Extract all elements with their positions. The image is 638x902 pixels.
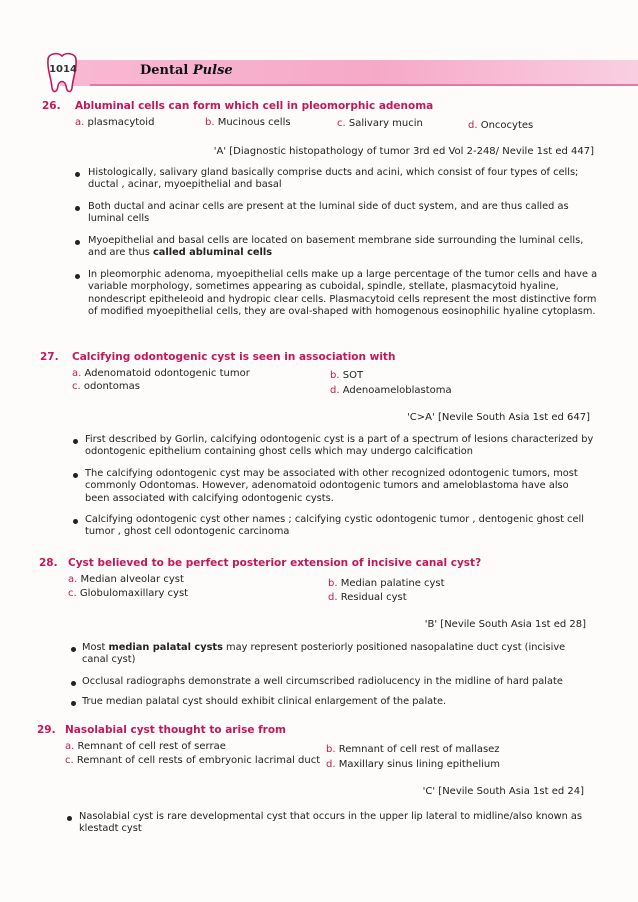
option-letter: c.	[72, 381, 81, 392]
option-text: odontomas	[83, 381, 140, 392]
explanation-bullet	[88, 269, 598, 319]
explanation-bullet	[88, 201, 598, 226]
option-a	[68, 574, 184, 585]
option-text: Remnant of cell rests of embryonic lacrimal duct	[76, 755, 321, 766]
option-a	[65, 741, 226, 752]
option-letter: b.	[326, 744, 336, 755]
explanation-bullet	[79, 811, 589, 836]
option-letter: d.	[328, 592, 338, 603]
option-b	[328, 578, 445, 589]
option-text: Residual cyst	[340, 592, 407, 603]
bullet-icon	[75, 172, 80, 177]
bullet-text: Most	[82, 642, 109, 653]
option-letter: d.	[330, 385, 340, 396]
bullet-text: Occlusal radiographs demonstrate a well circumscribed radiolucency in the midline of hard palate	[82, 676, 563, 687]
answer-reference: 'C>A' [Nevile South Asia 1st ed 647]	[407, 412, 590, 423]
option-d	[468, 120, 533, 131]
option-c	[72, 381, 140, 392]
option-d	[330, 385, 452, 396]
bullet-text: First described by Gorlin, calcifying odontogenic cyst is a part of a spectrum of lesions characterized by odontogenic epithelium containing ghost cells which may undergo calcification	[85, 434, 594, 458]
explanation-bullet	[85, 514, 595, 539]
option-text: Adenomatoid odontogenic tumor	[84, 368, 250, 379]
option-text: Remnant of cell rest of serrae	[77, 741, 226, 752]
option-letter: c.	[337, 118, 346, 129]
explanation-bullet	[88, 167, 598, 192]
option-a	[75, 117, 154, 128]
brand-script: Pulse	[192, 63, 233, 78]
option-text: Maxillary sinus lining epithelium	[338, 759, 500, 770]
bullet-icon	[71, 647, 76, 652]
brand-word: Dental	[140, 63, 189, 78]
question-text: Calcifying odontogenic cyst is seen in association with	[72, 351, 396, 363]
emphasis-text: median palatal cysts	[108, 642, 223, 653]
bullet-text: may represent posteriorly positioned nasopalatine duct cyst (incisive canal cyst)	[82, 642, 566, 666]
question-text: Cyst believed to be perfect posterior extension of incisive canal cyst?	[68, 557, 482, 569]
bullet-text: Nasolabial cyst is rare developmental cyst that occurs in the upper lip lateral to midline/also known as klestadt cyst	[79, 811, 583, 835]
option-letter: d.	[326, 759, 336, 770]
option-text: Remnant of cell rest of mallasez	[338, 744, 500, 755]
option-letter: d.	[468, 120, 478, 131]
bullet-icon	[67, 816, 72, 821]
bullet-icon	[73, 439, 78, 444]
explanation-bullet	[82, 642, 592, 667]
option-b	[330, 370, 363, 381]
explanation-bullet	[88, 235, 598, 260]
option-text: Mucinous cells	[217, 117, 291, 128]
option-text: plasmacytoid	[87, 117, 155, 128]
question-number: 27.	[40, 351, 59, 363]
bullet-text: In pleomorphic adenoma, myoepithelial cells make up a large percentage of the tumor cells and have a variable morphology, sometimes appearing as cuboidal, spindle, stellate, plasmacytoid hyaline, nondescript epitheleoid and hydropic clear cells. Plasmacytoid cells represent the most distinctive form of modified myoepithelial cells, they are oval-shaped with homogenous eosinophilic hyaline cytoplasm.	[88, 269, 598, 318]
explanation-bullet	[82, 676, 592, 688]
option-text: SOT	[342, 370, 364, 381]
question-text: Nasolabial cyst thought to arise from	[65, 724, 286, 736]
option-letter: b.	[328, 578, 338, 589]
option-c	[337, 118, 423, 129]
option-letter: a.	[72, 368, 82, 379]
option-letter: a.	[65, 741, 75, 752]
bullet-icon	[75, 240, 80, 245]
bullet-text: The calcifying odontogenic cyst may be associated with other recognized odontogenic tumors, most commonly Odontomas. However, adenomatoid odontogenic tumors and ameloblastoma have also been associated with calcifying odontogenic cysts.	[85, 468, 578, 504]
option-letter: b.	[205, 117, 215, 128]
question-text: Abluminal cells can form which cell in pleomorphic adenoma	[75, 100, 434, 112]
question-number: 26.	[42, 100, 61, 112]
option-text: Globulomaxillary cyst	[79, 588, 189, 599]
question-number: 28.	[39, 557, 58, 569]
option-d	[328, 592, 407, 603]
option-c	[68, 588, 188, 599]
bullet-icon	[73, 519, 78, 524]
answer-reference: 'C' [Nevile South Asia 1st ed 24]	[422, 786, 584, 797]
header-rule	[90, 84, 638, 86]
option-letter: a.	[68, 574, 78, 585]
question-number: 29.	[37, 724, 56, 736]
option-text: Adenoameloblastoma	[342, 385, 452, 396]
answer-reference: 'A' [Diagnostic histopathology of tumor 3rd ed Vol 2-248/ Nevile 1st ed 447]	[213, 146, 594, 157]
bullet-text: True median palatal cyst should exhibit clinical enlargement of the palate.	[82, 696, 447, 707]
bullet-text: Myoepithelial and basal cells are located on basement membrane side surrounding the luminal cells, and are thus	[88, 235, 584, 259]
option-b	[326, 744, 500, 755]
option-letter: c.	[68, 588, 77, 599]
bullet-icon	[71, 681, 76, 686]
option-letter: a.	[75, 117, 85, 128]
option-c	[65, 755, 320, 766]
option-a	[72, 368, 250, 379]
option-letter: c.	[65, 755, 74, 766]
option-text: Median alveolar cyst	[80, 574, 184, 585]
bullet-icon	[73, 473, 78, 478]
option-d	[326, 759, 500, 770]
bullet-text: Both ductal and acinar cells are present at the luminal side of duct system, and are thus called as luminal cells	[88, 201, 569, 225]
answer-reference: 'B' [Nevile South Asia 1st ed 28]	[424, 619, 586, 630]
option-b	[205, 117, 291, 128]
bullet-icon	[75, 206, 80, 211]
page-number: 1014	[49, 64, 77, 75]
option-letter: b.	[330, 370, 340, 381]
emphasis-text: called abluminal cells	[152, 247, 273, 259]
option-text: Oncocytes	[480, 120, 534, 131]
bullet-text: Calcifying odontogenic cyst other names ; calcifying cystic odontogenic tumor , dentogenic ghost cell tumor , ghost cell odontogenic carcinoma	[85, 514, 584, 538]
bullet-icon	[75, 274, 80, 279]
explanation-bullet	[85, 434, 595, 459]
bullet-icon	[71, 701, 76, 706]
explanation-bullet	[82, 696, 592, 708]
option-text: Salivary mucin	[348, 118, 423, 129]
explanation-bullet	[85, 468, 595, 505]
bullet-text: Histologically, salivary gland basically comprise ducts and acini, which consist of four types of cells; ductal , acinar, myoepithelial and basal	[88, 167, 579, 191]
option-text: Median palatine cyst	[340, 578, 445, 589]
brand-title	[140, 63, 233, 78]
